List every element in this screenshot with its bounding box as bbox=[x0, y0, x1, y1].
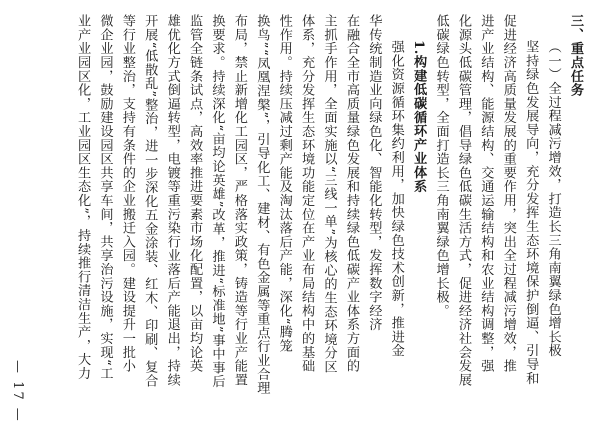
para2-line-8: 布局，禁止新增化工园区，严格落实政策，铸造等行业产能置 bbox=[231, 14, 247, 387]
para2-line-1: 强化资源循环集约利用，加快绿色技术创新，推进金 bbox=[388, 40, 404, 358]
para2-line-6: 性作用。持续压减过剩产能及淘汰落后产能，深化“腾笼 bbox=[276, 14, 292, 353]
section-heading: 三、重点任务 bbox=[568, 14, 583, 97]
para1-line-4: 化源头低碳管理，倡导绿色低碳生活方式，促进经济社会发展 bbox=[455, 14, 471, 387]
para2-line-3: 在融合全市高质量绿色发展和持续绿色低碳产业体系方面的 bbox=[343, 14, 359, 373]
para2-line-5: 体系，充分发挥生态环境功能定位在产业布局结构中的基础 bbox=[299, 14, 315, 373]
para2-line-15: 业产业园区化，工业园区生态化”，持续推行清洁生产，大力 bbox=[75, 14, 91, 381]
para1-line-1: 坚持绿色发展导向，充分发挥生态环境保护倒逼、引导和 bbox=[523, 40, 539, 385]
para2-line-10: 监管全链条试点，高效率推进要素市场化配置，以亩均论英 bbox=[187, 14, 203, 373]
page-body bbox=[14, 14, 586, 410]
page-number: — 17 — bbox=[10, 360, 25, 423]
para2-line-11: 雄优化方式倒逼转型，电镀等重污染行业落后产能退出，持续 bbox=[164, 14, 180, 387]
para1-line-3: 进产业结构、能源结构、交通运输结构和农业结构调整，强 bbox=[478, 14, 494, 373]
para2-line-2: 华传统制造业向绿色化、智能化转型，发挥数字经济 bbox=[366, 14, 382, 332]
subheading-1: （一）全过程减污增效，打造长三角南翼绿色增长极 bbox=[545, 40, 561, 358]
para2-line-9: 换要求。持续深化“亩均论英雄”改革，推进“标准地”事中事后 bbox=[209, 14, 225, 389]
subheading-2: 1.构建低碳循环产业体系 bbox=[411, 40, 427, 193]
para2-line-14: 微企业园，鼓励建设园区共享车间，共享治污设施，实现“工 bbox=[97, 14, 113, 381]
para2-line-4: 主抓手作用，全面实施以“三线一单”为核心的生态环境分区 bbox=[321, 14, 337, 374]
para1-line-2: 促进经济高质量发展的重要作用，突出全过程减污增效，推 bbox=[500, 14, 516, 373]
para1-line-5: 低碳绿色转型，全面打造长三角南翼绿色增长极。 bbox=[433, 14, 449, 318]
para2-line-7: 换鸟”“凤凰涅槃”，引导化工、建材、有色金属等重点行业合理 bbox=[254, 14, 270, 395]
para2-line-12: 开展“低散乱”整治，进一步深化五金涂装、红木、印刷、复合 bbox=[142, 14, 158, 388]
para2-line-13: 等行业整治，支持有条件的企业搬迁入园。建设提升一批小 bbox=[119, 14, 135, 373]
